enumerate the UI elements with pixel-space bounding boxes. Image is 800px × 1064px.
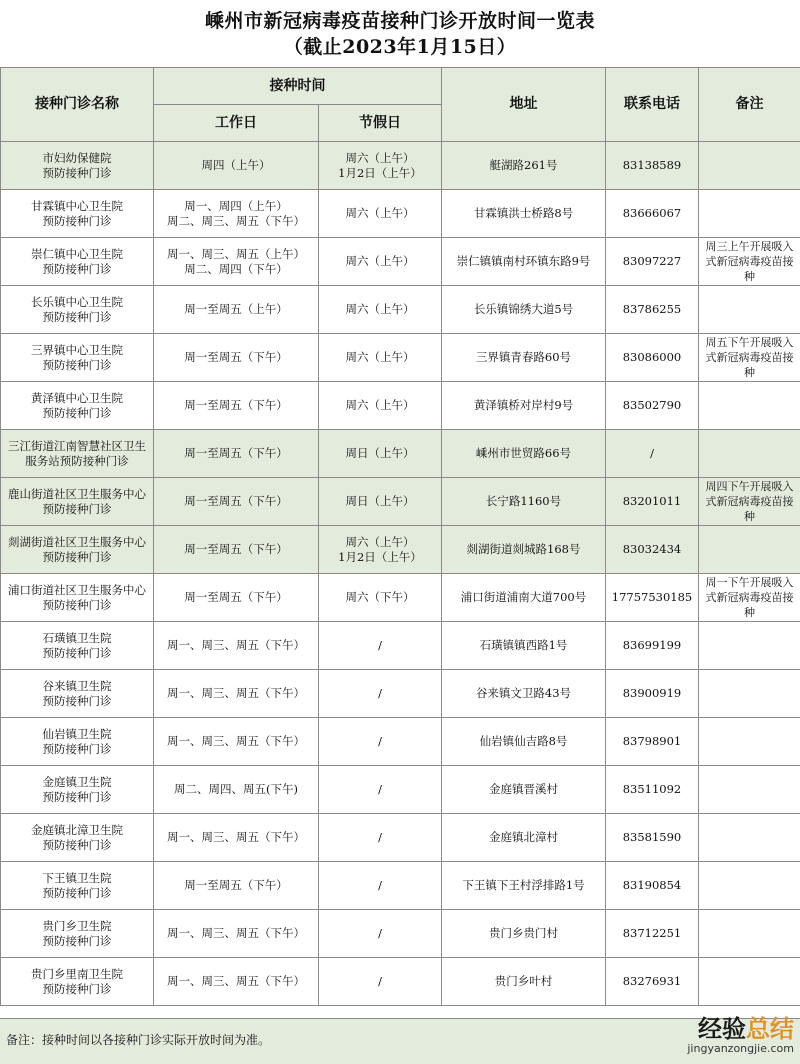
page-title: 嵊州市新冠病毒疫苗接种门诊开放时间一览表 — [0, 10, 800, 32]
table-row — [1, 286, 800, 334]
note-cell — [699, 958, 800, 1006]
workday-cell: 周一、周三、周五（下午） — [154, 958, 319, 1006]
phone-cell: 83798901 — [606, 718, 699, 766]
workday-cell: 周四（上午） — [154, 142, 319, 190]
table-row — [1, 190, 800, 238]
holiday-cell: 周六（下午） — [319, 574, 442, 622]
header-time: 接种时间 — [154, 68, 442, 105]
table-row — [1, 382, 800, 430]
watermark-logo — [687, 1016, 794, 1055]
note-cell — [699, 814, 800, 862]
header-note: 备注 — [699, 68, 800, 142]
holiday-cell: 周六（上午） — [319, 238, 442, 286]
note-cell — [699, 142, 800, 190]
table-row — [1, 526, 800, 574]
clinic-name-cell: 甘霖镇中心卫生院 预防接种门诊 — [1, 190, 154, 238]
clinic-name-cell: 崇仁镇中心卫生院 预防接种门诊 — [1, 238, 154, 286]
holiday-cell: 周日（上午） — [319, 478, 442, 526]
holiday-cell: 周六（上午） 1月2日（上午） — [319, 142, 442, 190]
phone-cell: 83786255 — [606, 286, 699, 334]
note-cell: 周四下午开展吸入式新冠病毒疫苗接种 — [699, 478, 800, 526]
workday-cell: 周一至周五（下午） — [154, 382, 319, 430]
note-cell: 周三上午开展吸入式新冠病毒疫苗接种 — [699, 238, 800, 286]
holiday-cell: 周六（上午） — [319, 286, 442, 334]
address-cell: 艇湖路261号 — [442, 142, 606, 190]
note-cell — [699, 190, 800, 238]
table-row — [1, 670, 800, 718]
workday-cell: 周一、周三、周五（上午） 周二、周四（下午） — [154, 238, 319, 286]
watermark-url: jingyanzongjie.com — [687, 1042, 794, 1055]
table-row — [1, 958, 800, 1006]
clinic-name-cell: 鹿山街道社区卫生服务中心预防接种门诊 — [1, 478, 154, 526]
address-cell: 金庭镇晋溪村 — [442, 766, 606, 814]
holiday-cell: 周六（上午） — [319, 334, 442, 382]
address-cell: 甘霖镇洪士桥路8号 — [442, 190, 606, 238]
clinic-name-cell: 三江街道江南智慧社区卫生服务站预防接种门诊 — [1, 430, 154, 478]
holiday-cell: 周六（上午） — [319, 382, 442, 430]
workday-cell: 周一至周五（下午） — [154, 526, 319, 574]
address-cell: 石璜镇镇西路1号 — [442, 622, 606, 670]
holiday-cell: / — [319, 862, 442, 910]
clinic-name-cell: 金庭镇北漳卫生院 预防接种门诊 — [1, 814, 154, 862]
address-cell: 黄泽镇桥对岸村9号 — [442, 382, 606, 430]
holiday-cell: 周六（上午） — [319, 190, 442, 238]
workday-cell: 周二、周四、周五(下午) — [154, 766, 319, 814]
header-address: 地址 — [442, 68, 606, 142]
holiday-cell: / — [319, 622, 442, 670]
table-row — [1, 478, 800, 526]
note-cell: 周一下午开展吸入式新冠病毒疫苗接种 — [699, 574, 800, 622]
phone-cell: 83190854 — [606, 862, 699, 910]
note-cell: 周五下午开展吸入式新冠病毒疫苗接种 — [699, 334, 800, 382]
workday-cell: 周一至周五（下午） — [154, 430, 319, 478]
header-clinic-name: 接种门诊名称 — [1, 68, 154, 142]
workday-cell: 周一、周三、周五（下午） — [154, 718, 319, 766]
workday-cell: 周一、周三、周五（下午） — [154, 622, 319, 670]
table-row — [1, 142, 800, 190]
holiday-cell: / — [319, 910, 442, 958]
note-cell — [699, 382, 800, 430]
phone-cell: 83086000 — [606, 334, 699, 382]
workday-cell: 周一、周三、周五（下午） — [154, 670, 319, 718]
phone-cell: / — [606, 430, 699, 478]
clinic-name-cell: 仙岩镇卫生院 预防接种门诊 — [1, 718, 154, 766]
table-body — [1, 142, 800, 1006]
phone-cell: 83712251 — [606, 910, 699, 958]
workday-cell: 周一至周五（下午） — [154, 862, 319, 910]
watermark-main-accent: 总结 — [746, 1015, 794, 1043]
address-cell: 贵门乡叶村 — [442, 958, 606, 1006]
clinic-name-cell: 贵门乡卫生院 预防接种门诊 — [1, 910, 154, 958]
phone-cell: 17757530185 — [606, 574, 699, 622]
phone-cell: 83511092 — [606, 766, 699, 814]
table-row — [1, 862, 800, 910]
address-cell: 长宁路1160号 — [442, 478, 606, 526]
holiday-cell: / — [319, 958, 442, 1006]
clinic-name-cell: 黄泽镇中心卫生院 预防接种门诊 — [1, 382, 154, 430]
table-row — [1, 334, 800, 382]
clinic-name-cell: 贵门乡里南卫生院 预防接种门诊 — [1, 958, 154, 1006]
workday-cell: 周一至周五（下午） — [154, 478, 319, 526]
note-cell — [699, 526, 800, 574]
address-cell: 崇仁镇镇南村环镇东路9号 — [442, 238, 606, 286]
note-cell — [699, 910, 800, 958]
table-row — [1, 622, 800, 670]
holiday-cell: / — [319, 670, 442, 718]
clinic-name-cell: 谷来镇卫生院 预防接种门诊 — [1, 670, 154, 718]
header-workday: 工作日 — [154, 105, 319, 142]
phone-cell: 83138589 — [606, 142, 699, 190]
address-cell: 谷来镇文卫路43号 — [442, 670, 606, 718]
watermark-main: 经验 — [698, 1015, 746, 1043]
table-row — [1, 430, 800, 478]
phone-cell: 83276931 — [606, 958, 699, 1006]
note-cell — [699, 766, 800, 814]
phone-cell: 83201011 — [606, 478, 699, 526]
table-row — [1, 910, 800, 958]
footer-note: 备注：接种时间以各接种门诊实际开放时间为准。 — [6, 1031, 270, 1048]
phone-cell: 83900919 — [606, 670, 699, 718]
phone-cell: 83699199 — [606, 622, 699, 670]
workday-cell: 周一、周三、周五（下午） — [154, 814, 319, 862]
header-holiday: 节假日 — [319, 105, 442, 142]
phone-cell: 83032434 — [606, 526, 699, 574]
address-cell: 嵊州市世贸路66号 — [442, 430, 606, 478]
holiday-cell: / — [319, 766, 442, 814]
address-cell: 剡湖街道剡城路168号 — [442, 526, 606, 574]
address-cell: 三界镇青春路60号 — [442, 334, 606, 382]
phone-cell: 83581590 — [606, 814, 699, 862]
clinic-name-cell: 石璜镇卫生院 预防接种门诊 — [1, 622, 154, 670]
address-cell: 下王镇下王村浮排路1号 — [442, 862, 606, 910]
workday-cell: 周一至周五（上午） — [154, 286, 319, 334]
clinic-name-cell: 金庭镇卫生院 预防接种门诊 — [1, 766, 154, 814]
table-row — [1, 238, 800, 286]
workday-cell: 周一至周五（下午） — [154, 574, 319, 622]
note-cell — [699, 862, 800, 910]
note-cell — [699, 430, 800, 478]
holiday-cell: / — [319, 718, 442, 766]
holiday-cell: / — [319, 814, 442, 862]
clinic-name-cell: 三界镇中心卫生院 预防接种门诊 — [1, 334, 154, 382]
table-row — [1, 574, 800, 622]
table-row — [1, 766, 800, 814]
note-cell — [699, 286, 800, 334]
workday-cell: 周一至周五（下午） — [154, 334, 319, 382]
note-cell — [699, 622, 800, 670]
phone-cell: 83502790 — [606, 382, 699, 430]
clinic-name-cell: 市妇幼保健院 预防接种门诊 — [1, 142, 154, 190]
address-cell: 长乐镇锦绣大道5号 — [442, 286, 606, 334]
clinic-name-cell: 下王镇卫生院 预防接种门诊 — [1, 862, 154, 910]
table-row — [1, 814, 800, 862]
phone-cell: 83097227 — [606, 238, 699, 286]
address-cell: 仙岩镇仙吉路8号 — [442, 718, 606, 766]
clinic-name-cell: 长乐镇中心卫生院 预防接种门诊 — [1, 286, 154, 334]
holiday-cell: 周六（上午） 1月2日（上午） — [319, 526, 442, 574]
note-cell — [699, 718, 800, 766]
workday-cell: 周一、周三、周五（下午） — [154, 910, 319, 958]
holiday-cell: 周日（上午） — [319, 430, 442, 478]
clinic-name-cell: 浦口街道社区卫生服务中心预防接种门诊 — [1, 574, 154, 622]
address-cell: 贵门乡贵门村 — [442, 910, 606, 958]
header-phone: 联系电话 — [606, 68, 699, 142]
phone-cell: 83666067 — [606, 190, 699, 238]
schedule-table — [0, 67, 800, 1006]
workday-cell: 周一、周四（上午） 周二、周三、周五（下午） — [154, 190, 319, 238]
page-subtitle: （截止2023年1月15日） — [0, 36, 800, 58]
table-row — [1, 718, 800, 766]
clinic-name-cell: 剡湖街道社区卫生服务中心预防接种门诊 — [1, 526, 154, 574]
note-cell — [699, 670, 800, 718]
footer-note-bar — [0, 1018, 800, 1064]
address-cell: 浦口街道浦南大道700号 — [442, 574, 606, 622]
address-cell: 金庭镇北漳村 — [442, 814, 606, 862]
